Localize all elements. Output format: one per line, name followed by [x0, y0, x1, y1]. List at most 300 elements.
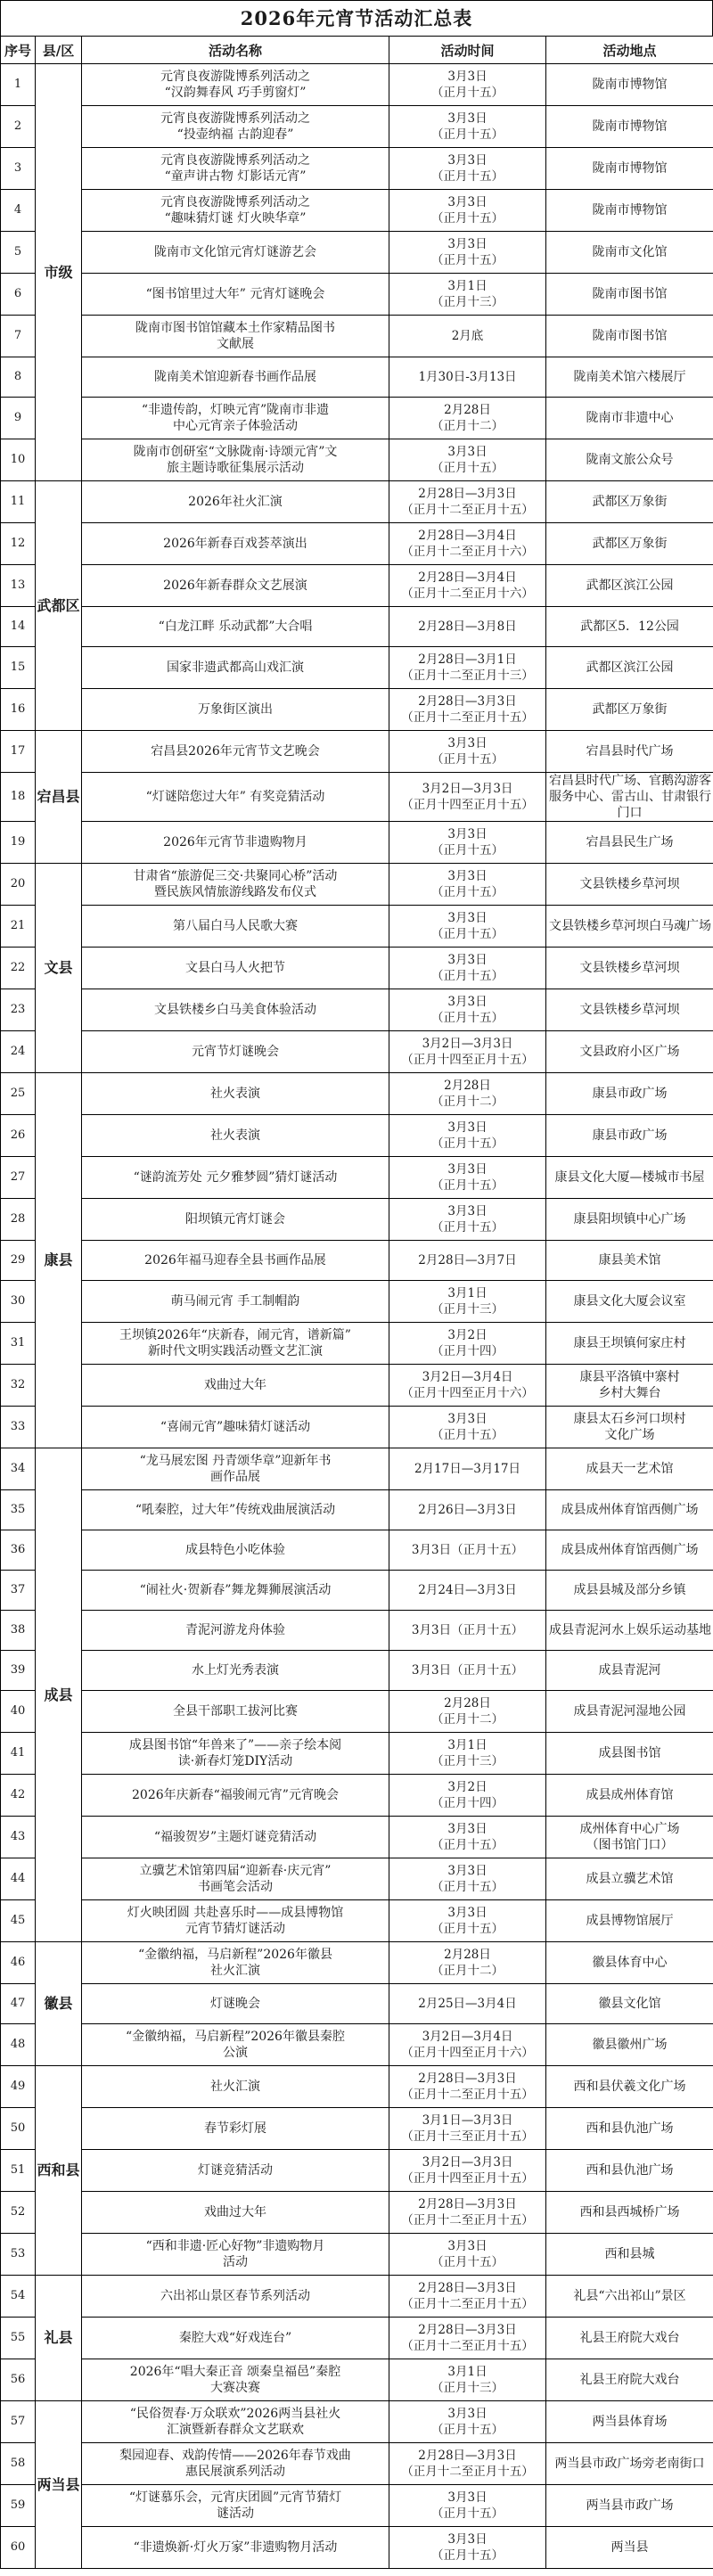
activity-place-cell — [546, 1490, 713, 1530]
activity-time-line: （正月十三） — [431, 2381, 504, 2395]
activity-time-cell — [389, 2108, 546, 2150]
table-row — [1, 1115, 713, 1157]
table-row — [1, 2401, 713, 2443]
row-number: 18 — [1, 773, 36, 822]
activity-time-cell — [389, 1691, 546, 1733]
activity-time-line: （正月十二） — [431, 1095, 504, 1109]
activity-place-line: 武都区5．12公园 — [580, 619, 679, 634]
table-row — [1, 316, 713, 357]
activity-place-line: （图书馆门口） — [586, 1838, 674, 1852]
activity-place-line: 成县青泥河水上娱乐运动基地 — [549, 1623, 711, 1637]
activity-name-cell — [82, 1407, 389, 1448]
activity-place-cell — [546, 906, 713, 948]
table-row — [1, 565, 713, 607]
activity-place-line: 康县市政广场 — [592, 1087, 668, 1101]
activity-time-line: 2月28日—3月3日 — [418, 2449, 517, 2463]
activity-name-line: “灯谜慕乐会，元宵庆团圆”元宵节猜灯 — [128, 2490, 342, 2505]
activity-time-cell — [389, 439, 546, 481]
row-number: 60 — [1, 2527, 36, 2569]
county-cell: 市级 — [36, 64, 82, 481]
row-number: 48 — [1, 2024, 36, 2066]
activity-name-cell — [82, 1365, 389, 1407]
activity-time-line: 3月2日—3月3日 — [422, 782, 513, 796]
table-row — [1, 2318, 713, 2359]
activity-time-line: 3月3日 — [447, 2239, 488, 2253]
activity-name-cell — [82, 2276, 389, 2318]
activity-name-cell — [82, 2024, 389, 2066]
activity-place-cell — [546, 1942, 713, 1984]
activity-name-line: 陇南市图书馆馆藏本土作家精品图书 — [135, 321, 335, 335]
activity-time-line: （正月十五） — [431, 127, 504, 142]
activity-name-line: 大赛决赛 — [210, 2381, 260, 2395]
activity-place-cell — [546, 2024, 713, 2066]
activity-place-cell — [546, 822, 713, 864]
activity-time-cell — [389, 1733, 546, 1775]
activity-name-line: 新时代文明实践活动暨文艺汇演 — [148, 1344, 323, 1358]
row-number: 50 — [1, 2108, 36, 2150]
activity-place-line: 武都区滨江公园 — [586, 578, 674, 593]
activity-time-line: 2月28日—3月3日 — [418, 2323, 517, 2337]
activity-time-line: 3月3日 — [447, 195, 488, 209]
activity-time-line: 3月3日 — [447, 2490, 488, 2505]
activity-name-cell — [82, 1115, 389, 1157]
activity-place-cell — [546, 1031, 713, 1073]
activity-place-cell — [546, 1157, 713, 1199]
activity-time-cell — [389, 2443, 546, 2485]
activity-time-line: （正月十三） — [431, 1754, 504, 1768]
header-activity-name: 活动名称 — [82, 37, 389, 64]
activity-place-line: 康县文化大厦—楼城市书屋 — [554, 1170, 705, 1185]
activity-place-cell — [546, 2443, 713, 2485]
activity-time-line: 3月3日 — [447, 237, 488, 251]
activity-place-line: 陇南市博物馆 — [592, 203, 668, 217]
activity-place-line: 宕昌县时代广场、官鹅沟游客 — [549, 774, 711, 788]
activity-time-line: （正月十五） — [431, 885, 504, 899]
activity-time-cell — [389, 1490, 546, 1530]
activity-place-line: 成县天一艺术馆 — [586, 1462, 674, 1476]
activity-time-cell — [389, 274, 546, 316]
activity-time-cell — [389, 1775, 546, 1817]
activity-time-line: 2月28日—3月4日 — [418, 529, 517, 543]
row-number: 44 — [1, 1858, 36, 1900]
table-row — [1, 1984, 713, 2024]
activity-time-cell — [389, 1858, 546, 1900]
table-row — [1, 1651, 713, 1691]
activity-time-line: 2月28日 — [444, 1079, 491, 1093]
activity-time-line: 3月3日 — [447, 995, 488, 1009]
activity-place-line: 徽县徽州广场 — [592, 2038, 668, 2052]
row-number: 35 — [1, 1490, 36, 1530]
county-cell: 武都区 — [36, 481, 82, 731]
header-no: 序号 — [1, 37, 36, 64]
activity-name-cell — [82, 523, 389, 565]
row-number: 46 — [1, 1942, 36, 1984]
activity-place-line: 两当县市政广场旁老南街口 — [554, 2457, 705, 2471]
activity-name-line: 宕昌县2026年元宵节文艺晚会 — [151, 744, 320, 759]
activity-time-line: 3月1日 — [447, 1286, 488, 1300]
table-row — [1, 1571, 713, 1611]
activity-time-cell — [389, 647, 546, 689]
table-row — [1, 106, 713, 148]
activity-time-line: （正月十四至正月十五） — [401, 2171, 534, 2186]
table-row — [1, 481, 713, 523]
activity-time-line: 3月2日—3月4日 — [422, 1370, 513, 1384]
activity-time-line: （正月十五） — [431, 843, 504, 857]
activity-place-cell — [546, 1858, 713, 1900]
activity-time-line: （正月十四） — [431, 1796, 504, 1810]
activity-place-cell — [546, 607, 713, 647]
activity-time-line: 3月3日 — [447, 1822, 488, 1836]
row-number: 12 — [1, 523, 36, 565]
activity-time-line: （正月十四至正月十五） — [401, 798, 534, 812]
activity-time-line: 3月3日 — [447, 2407, 488, 2421]
activity-time-cell — [389, 1651, 546, 1691]
activity-time-line: （正月十五） — [431, 1136, 504, 1151]
activity-place-cell — [546, 864, 713, 906]
activity-name-cell — [82, 1490, 389, 1530]
activity-place-line: 成县成州体育馆西侧广场 — [561, 1543, 699, 1557]
header-county: 县/区 — [36, 37, 82, 64]
activity-place-line: 宕昌县时代广场 — [586, 744, 674, 759]
activity-place-line: 陇南市博物馆 — [592, 78, 668, 92]
table-row — [1, 523, 713, 565]
activity-time-cell — [389, 1073, 546, 1115]
activity-name-cell — [82, 2443, 389, 2485]
row-number: 21 — [1, 906, 36, 948]
county-cell: 康县 — [36, 1073, 82, 1448]
activity-name-line: “白龙江畔 乐动武都”大合唱 — [158, 619, 313, 634]
row-number: 57 — [1, 2401, 36, 2443]
activity-time-cell — [389, 1571, 546, 1611]
row-number: 47 — [1, 1984, 36, 2024]
activity-name-line: 陇南市创研室“文脉陇南·诗颂元宵”文 — [133, 445, 338, 459]
activity-name-cell — [82, 822, 389, 864]
activity-name-cell — [82, 773, 389, 822]
county-cell: 徽县 — [36, 1942, 82, 2066]
activity-time-cell — [389, 1611, 546, 1651]
activity-time-cell — [389, 316, 546, 357]
activity-name-line: 灯谜晚会 — [210, 1997, 260, 2011]
activity-place-cell — [546, 2318, 713, 2359]
row-number: 49 — [1, 2066, 36, 2108]
row-number: 28 — [1, 1199, 36, 1241]
activity-time-cell — [389, 2359, 546, 2401]
activity-name-line: “福骏贺岁”主题灯谜竞猜活动 — [153, 1830, 317, 1844]
activity-name-cell — [82, 439, 389, 481]
activity-place-line: 西和县仇池广场 — [586, 2163, 674, 2178]
activity-name-line: 公演 — [223, 2046, 248, 2060]
activity-place-cell — [546, 689, 713, 731]
row-number: 24 — [1, 1031, 36, 1073]
table-row — [1, 2276, 713, 2318]
activity-name-line: “民俗贺春·万众联欢”2026两当县社火 — [129, 2407, 341, 2421]
row-number: 9 — [1, 398, 36, 439]
activity-place-line: 服务中心、雷古山、甘肃银行 — [549, 790, 711, 804]
row-number: 20 — [1, 864, 36, 906]
row-number: 10 — [1, 439, 36, 481]
row-number: 15 — [1, 647, 36, 689]
activity-time-cell — [389, 2066, 546, 2108]
activity-name-line: “吼秦腔，过大年”传统戏曲展演活动 — [135, 1503, 336, 1517]
activity-place-line: 成县成州体育馆西侧广场 — [561, 1503, 699, 1517]
activity-name-line: 元宵良夜游陇博系列活动之 — [160, 153, 310, 168]
county-cell: 宕昌县 — [36, 731, 82, 864]
county-cell: 文县 — [36, 864, 82, 1073]
activity-time-cell — [389, 1199, 546, 1241]
activity-time-cell — [389, 1530, 546, 1571]
activity-name-line: “童声讲古物 灯影话元宵” — [164, 169, 307, 184]
row-number: 7 — [1, 316, 36, 357]
activity-time-cell — [389, 822, 546, 864]
activity-time-line: 2月25日—3月4日 — [418, 1997, 517, 2011]
activity-name-line: 社火表演 — [210, 1128, 260, 1143]
activity-time-line: （正月十二至正月十六） — [401, 587, 534, 601]
activity-place-cell — [546, 439, 713, 481]
activity-name-line: 青泥河游龙舟体验 — [185, 1623, 285, 1637]
table-row — [1, 647, 713, 689]
activity-name-cell — [82, 398, 389, 439]
table-row — [1, 1858, 713, 1900]
activity-name-line: 第八届白马人民歌大赛 — [173, 919, 298, 933]
activity-time-cell — [389, 2276, 546, 2318]
table-row — [1, 2359, 713, 2401]
activity-name-line: 元宵良夜游陇博系列活动之 — [160, 70, 310, 84]
activity-place-line: 康县太石乡河口坝村 — [573, 1412, 686, 1426]
activity-place-line: 康县王坝镇何家庄村 — [573, 1336, 686, 1350]
table-row — [1, 1775, 713, 1817]
activity-time-cell — [389, 2318, 546, 2359]
activity-time-line: 3月3日 — [447, 1906, 488, 1920]
activity-place-cell — [546, 2192, 713, 2234]
activity-name-line: 成县图书馆“年兽来了”——亲子绘本阅 — [128, 1738, 342, 1752]
activity-time-line: 3月2日—3月3日 — [422, 1037, 513, 1051]
activity-place-line: 成县成州体育馆 — [586, 1788, 674, 1802]
activity-time-line: 3月3日 — [447, 70, 488, 84]
activity-place-cell — [546, 64, 713, 106]
activity-name-line: 灯火映团圆 共赴喜乐时——成县博物馆 — [127, 1906, 344, 1920]
activity-place-cell — [546, 1281, 713, 1323]
table-row — [1, 1365, 713, 1407]
county-cell: 成县 — [36, 1448, 82, 1942]
row-number: 11 — [1, 481, 36, 523]
activity-time-line: 3月3日 — [447, 869, 488, 883]
activity-name-line: 活动 — [223, 2255, 248, 2269]
activity-time-line: 3月3日 — [447, 736, 488, 751]
activity-place-line: 两当县体育场 — [592, 2415, 668, 2429]
activity-name-line: “龙马展宏图 丹青颂华章”迎新年书 — [139, 1454, 332, 1468]
activity-name-cell — [82, 731, 389, 773]
activity-name-cell — [82, 316, 389, 357]
activity-name-cell — [82, 2108, 389, 2150]
activity-place-line: 礼县“六出祁山”景区 — [573, 2289, 686, 2303]
activity-name-line: 陇南美术馆迎新春书画作品展 — [154, 370, 316, 384]
activity-name-line: “喜闹元宵”趣味猜灯谜活动 — [160, 1420, 311, 1434]
activity-time-line: （正月十二至正月十五） — [401, 2465, 534, 2479]
activity-name-cell — [82, 190, 389, 232]
activity-time-cell — [389, 1281, 546, 1323]
table-row — [1, 1942, 713, 1984]
activity-time-cell — [389, 357, 546, 398]
table-row — [1, 731, 713, 773]
row-number: 56 — [1, 2359, 36, 2401]
activity-name-cell — [82, 2359, 389, 2401]
activity-name-cell — [82, 2401, 389, 2443]
table-row — [1, 948, 713, 989]
activity-time-line: （正月十四至正月十六） — [401, 2046, 534, 2060]
row-number: 16 — [1, 689, 36, 731]
activity-place-line: 武都区万象街 — [592, 495, 668, 509]
activity-time-line: （正月十五） — [431, 1838, 504, 1852]
activity-place-cell — [546, 1733, 713, 1775]
activity-time-line: 2月28日 — [444, 1696, 491, 1710]
row-number: 31 — [1, 1323, 36, 1365]
activity-name-cell — [82, 647, 389, 689]
activity-time-cell — [389, 1365, 546, 1407]
activity-place-line: 陇南美术馆六楼展厅 — [573, 370, 686, 384]
activity-name-line: 文献展 — [217, 337, 254, 351]
activity-place-cell — [546, 1407, 713, 1448]
table-row — [1, 1241, 713, 1281]
table-row — [1, 2527, 713, 2569]
table-row — [1, 773, 713, 822]
activity-name-line: “西和非遗·匠心好物”非遗购物月 — [145, 2239, 325, 2253]
activity-name-line: “金徽纳福，马启新程”2026年徽县 — [138, 1948, 332, 1962]
activity-time-line: （正月十五） — [431, 1220, 504, 1235]
table-row — [1, 822, 713, 864]
row-number: 39 — [1, 1651, 36, 1691]
activity-name-line: 元宵良夜游陇博系列活动之 — [160, 195, 310, 209]
activity-name-line: 画作品展 — [210, 1470, 260, 1484]
activity-name-line: 2026年社火汇演 — [188, 495, 283, 509]
activity-place-cell — [546, 1365, 713, 1407]
activity-place-line: 门口 — [617, 806, 643, 820]
table-row — [1, 1157, 713, 1199]
activity-time-cell — [389, 2150, 546, 2192]
activity-time-line: （正月十五） — [431, 969, 504, 983]
table-row — [1, 1691, 713, 1733]
activity-place-line: 陇南市文化馆 — [592, 245, 668, 259]
activity-time-line: 3月1日 — [447, 2365, 488, 2379]
activity-place-line: 武都区万象街 — [592, 537, 668, 551]
activity-place-cell — [546, 2485, 713, 2527]
row-number: 6 — [1, 274, 36, 316]
row-number: 4 — [1, 190, 36, 232]
activity-name-cell — [82, 607, 389, 647]
activity-place-cell — [546, 2066, 713, 2108]
activity-place-line: 文化广场 — [604, 1428, 655, 1442]
activity-place-cell — [546, 1611, 713, 1651]
activity-time-line: 2月28日—3月8日 — [418, 619, 517, 634]
activity-time-line: 3月1日 — [447, 279, 488, 293]
row-number: 42 — [1, 1775, 36, 1817]
activity-name-line: 萌马闹元宵 手工制帽韵 — [170, 1294, 300, 1309]
activity-time-line: 3月3日（正月十五） — [411, 1623, 524, 1637]
activity-time-cell — [389, 1031, 546, 1073]
activity-name-line: 暨民族风情旅游线路发布仪式 — [154, 885, 316, 899]
activity-name-cell — [82, 357, 389, 398]
activity-place-cell — [546, 1984, 713, 2024]
activity-place-cell — [546, 1571, 713, 1611]
activity-time-line: 3月1日—3月3日 — [422, 2113, 513, 2128]
activity-name-cell — [82, 1157, 389, 1199]
activity-time-line: 3月3日 — [447, 953, 488, 967]
activity-place-line: 文县铁楼乡草河坝 — [579, 877, 680, 891]
header-row — [1, 37, 713, 64]
activity-place-line: 文县铁楼乡草河坝 — [579, 961, 680, 975]
activity-place-cell — [546, 1241, 713, 1281]
activity-name-cell — [82, 481, 389, 523]
activity-place-cell — [546, 2401, 713, 2443]
row-number: 53 — [1, 2234, 36, 2276]
activity-name-line: 阳坝镇元宵灯谜会 — [185, 1212, 285, 1226]
activity-name-line: “非遗焕新·灯火万家”非遗购物月活动 — [133, 2540, 338, 2555]
activity-time-cell — [389, 2485, 546, 2527]
activity-name-cell — [82, 1241, 389, 1281]
activity-name-line: 中心元宵亲子体验活动 — [173, 419, 298, 433]
activity-place-cell — [546, 1900, 713, 1942]
activity-place-line: 陇南市博物馆 — [592, 119, 668, 134]
activity-place-cell — [546, 773, 713, 822]
activity-name-line: 书画笔会活动 — [198, 1880, 273, 1894]
activity-time-cell — [389, 864, 546, 906]
activity-name-cell — [82, 106, 389, 148]
activity-place-cell — [546, 316, 713, 357]
activity-time-cell — [389, 773, 546, 822]
activity-time-line: 3月3日 — [447, 445, 488, 459]
row-number: 22 — [1, 948, 36, 989]
activity-place-line: 成县县城及部分乡镇 — [573, 1583, 686, 1597]
activity-time-cell — [389, 106, 546, 148]
activity-time-cell — [389, 1157, 546, 1199]
activity-place-line: 陇南市非遗中心 — [586, 411, 674, 425]
activity-place-line: 康县美术馆 — [598, 1253, 661, 1267]
activity-name-cell — [82, 1942, 389, 1984]
activity-name-line: 谜活动 — [217, 2506, 254, 2521]
activity-time-line: 3月3日 — [447, 911, 488, 925]
activity-name-line: 元宵良夜游陇博系列活动之 — [160, 111, 310, 126]
activity-place-cell — [546, 948, 713, 989]
activity-place-cell — [546, 1530, 713, 1571]
row-number: 29 — [1, 1241, 36, 1281]
row-number: 30 — [1, 1281, 36, 1323]
activity-time-line: （正月十二至正月十五） — [401, 2297, 534, 2311]
activity-time-line: （正月十五） — [431, 1178, 504, 1193]
activity-time-line: 3月1日 — [447, 1738, 488, 1752]
activity-place-line: 西和县伏羲文化广场 — [573, 2080, 686, 2094]
activity-time-cell — [389, 1448, 546, 1490]
activity-name-line: 灯谜竞猜活动 — [198, 2163, 273, 2178]
county-cell: 西和县 — [36, 2066, 82, 2276]
table-row — [1, 1281, 713, 1323]
activity-name-cell — [82, 1858, 389, 1900]
table-row — [1, 689, 713, 731]
table-row — [1, 1900, 713, 1942]
activity-place-cell — [546, 989, 713, 1031]
activity-time-line: （正月十五） — [431, 2548, 504, 2563]
activity-time-line: 3月3日（正月十五） — [411, 1663, 524, 1678]
activity-name-line: 六出祁山景区春节系列活动 — [160, 2289, 310, 2303]
row-number: 17 — [1, 731, 36, 773]
activity-name-line: 陇南市文化馆元宵灯谜游艺会 — [154, 245, 316, 259]
activity-time-cell — [389, 190, 546, 232]
activity-place-line: 乡村大舞台 — [598, 1386, 661, 1400]
row-number: 41 — [1, 1733, 36, 1775]
activity-name-line: 2026年福马迎春全县书画作品展 — [144, 1253, 326, 1267]
activity-name-cell — [82, 232, 389, 274]
activity-name-line: 秦腔大戏“好戏连台” — [178, 2331, 292, 2345]
activity-time-line: （正月十五） — [431, 86, 504, 100]
activity-time-line: （正月十四） — [431, 1344, 504, 1358]
